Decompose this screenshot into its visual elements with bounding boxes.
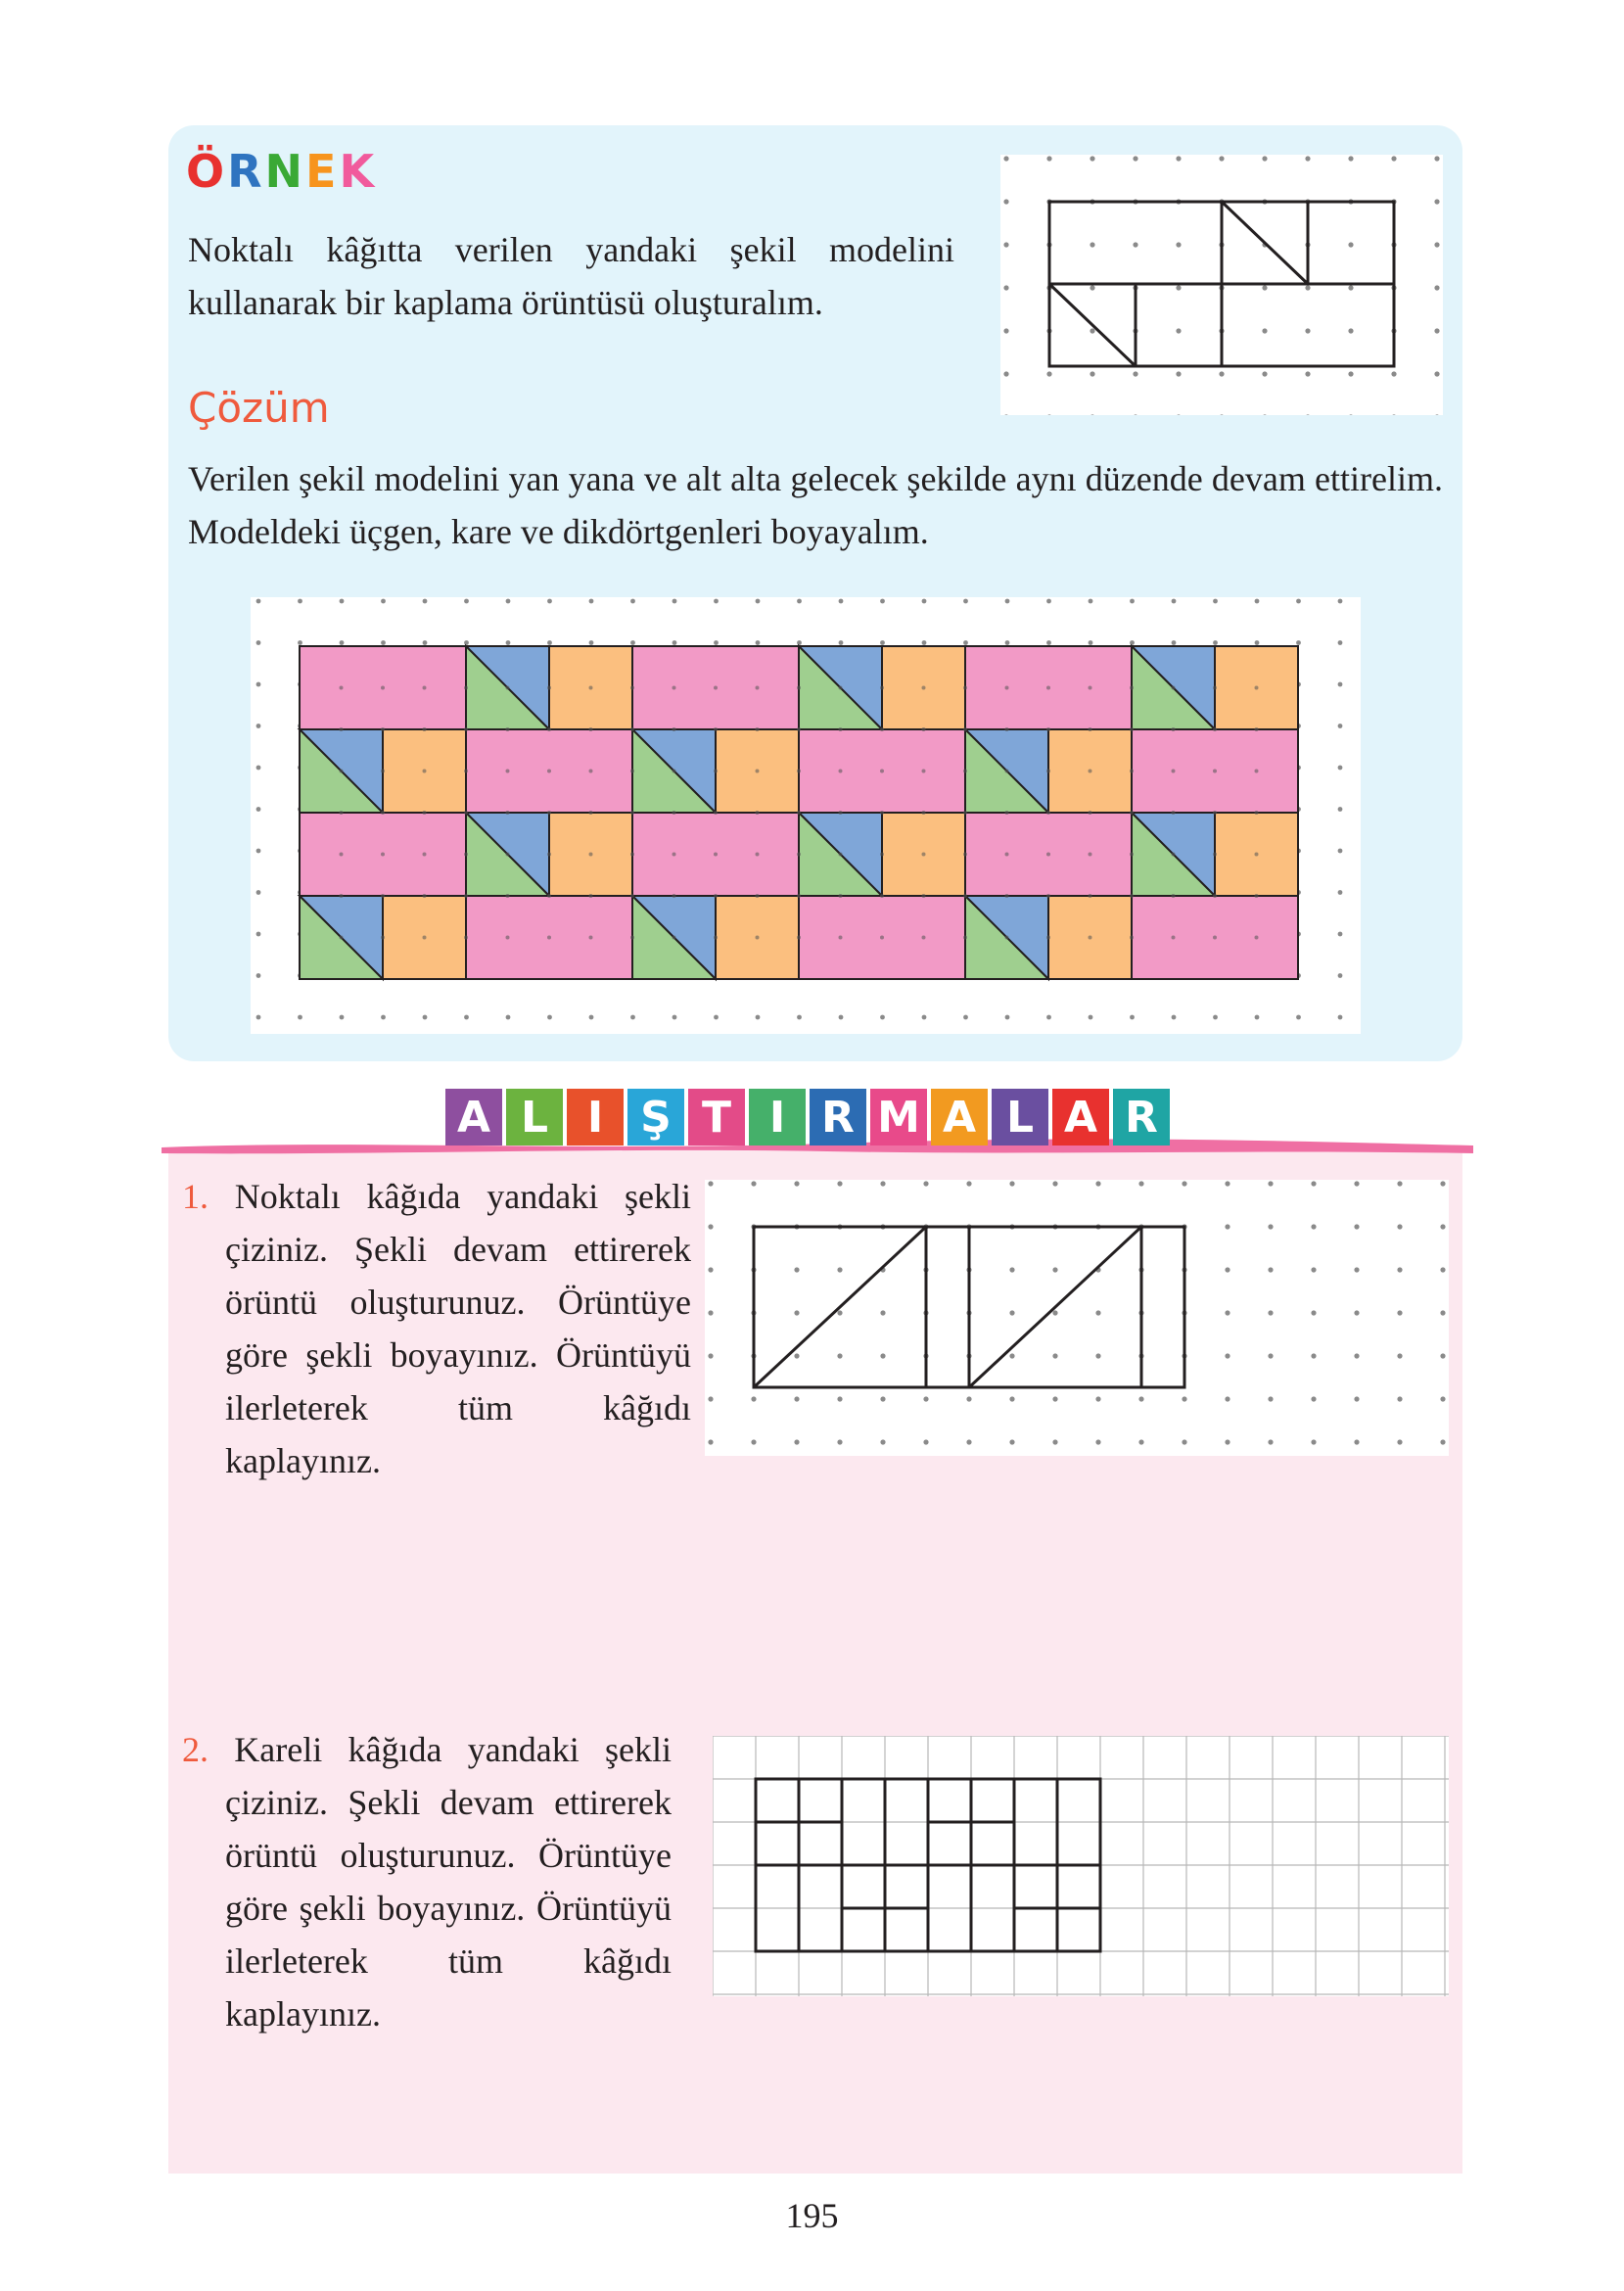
model-figure-dotted-paper [1000,155,1443,415]
example-title [186,145,378,198]
tiling-pattern [251,597,1361,1034]
exercise-2 [182,1723,672,2040]
exercise-text: Noktalı kâğıda yandaki şekli çiziniz. Şekli devam ettirerek örüntü oluşturunuz. Örüntüye göre şekli boyayınız. Örüntüyü ilerleterek tüm kâğıdı kaplayınız. [225,1177,691,1480]
exercises-banner [445,1089,1170,1146]
example-title-letter: R [227,145,265,198]
example-title-letter: Ö [186,145,228,198]
banner-letter: L [992,1089,1048,1146]
example-text: Noktalı kâğıtta verilen yandaki şekil modelini kullanarak bir kaplama örüntüsü oluşturalım. [188,230,954,322]
banner-letter: A [445,1089,502,1146]
example-title-letter: N [264,145,306,198]
banner-letter: R [1113,1089,1170,1146]
exercise-1-dotted-figure [705,1180,1449,1456]
banner-letter: R [810,1089,866,1146]
banner-letter: M [870,1089,927,1146]
banner-letter: T [688,1089,745,1146]
banner-letter: A [931,1089,988,1146]
exercise-1 [182,1170,691,1487]
exercise-number: 1. [182,1177,209,1216]
solution-title: Çözüm [188,384,330,432]
banner-letter: I [749,1089,806,1146]
example-title-letter: E [305,145,340,198]
solution-text: Verilen şekil modelini yan yana ve alt alta gelecek şekilde aynı düzende devam ettirelim. Modeldeki üçgen, kare ve dikdörtgenleri boyayalım. [188,459,1443,551]
exercise-text: Kareli kâğıda yandaki şekli çiziniz. Şekli devam ettirerek örüntü oluşturunuz. Örüntüye göre şekli boyayınız. Örüntüyü ilerleterek tüm kâğıdı kaplayınız. [225,1730,673,2034]
banner-letter: Ş [627,1089,684,1146]
banner-letter: L [506,1089,563,1146]
banner-letter: A [1052,1089,1109,1146]
page-number: 195 [785,2196,839,2235]
exercise-2-grid-figure [713,1736,1449,1996]
exercise-number: 2. [182,1730,209,1769]
example-title-letter: K [339,145,378,198]
banner-letter: I [567,1089,624,1146]
